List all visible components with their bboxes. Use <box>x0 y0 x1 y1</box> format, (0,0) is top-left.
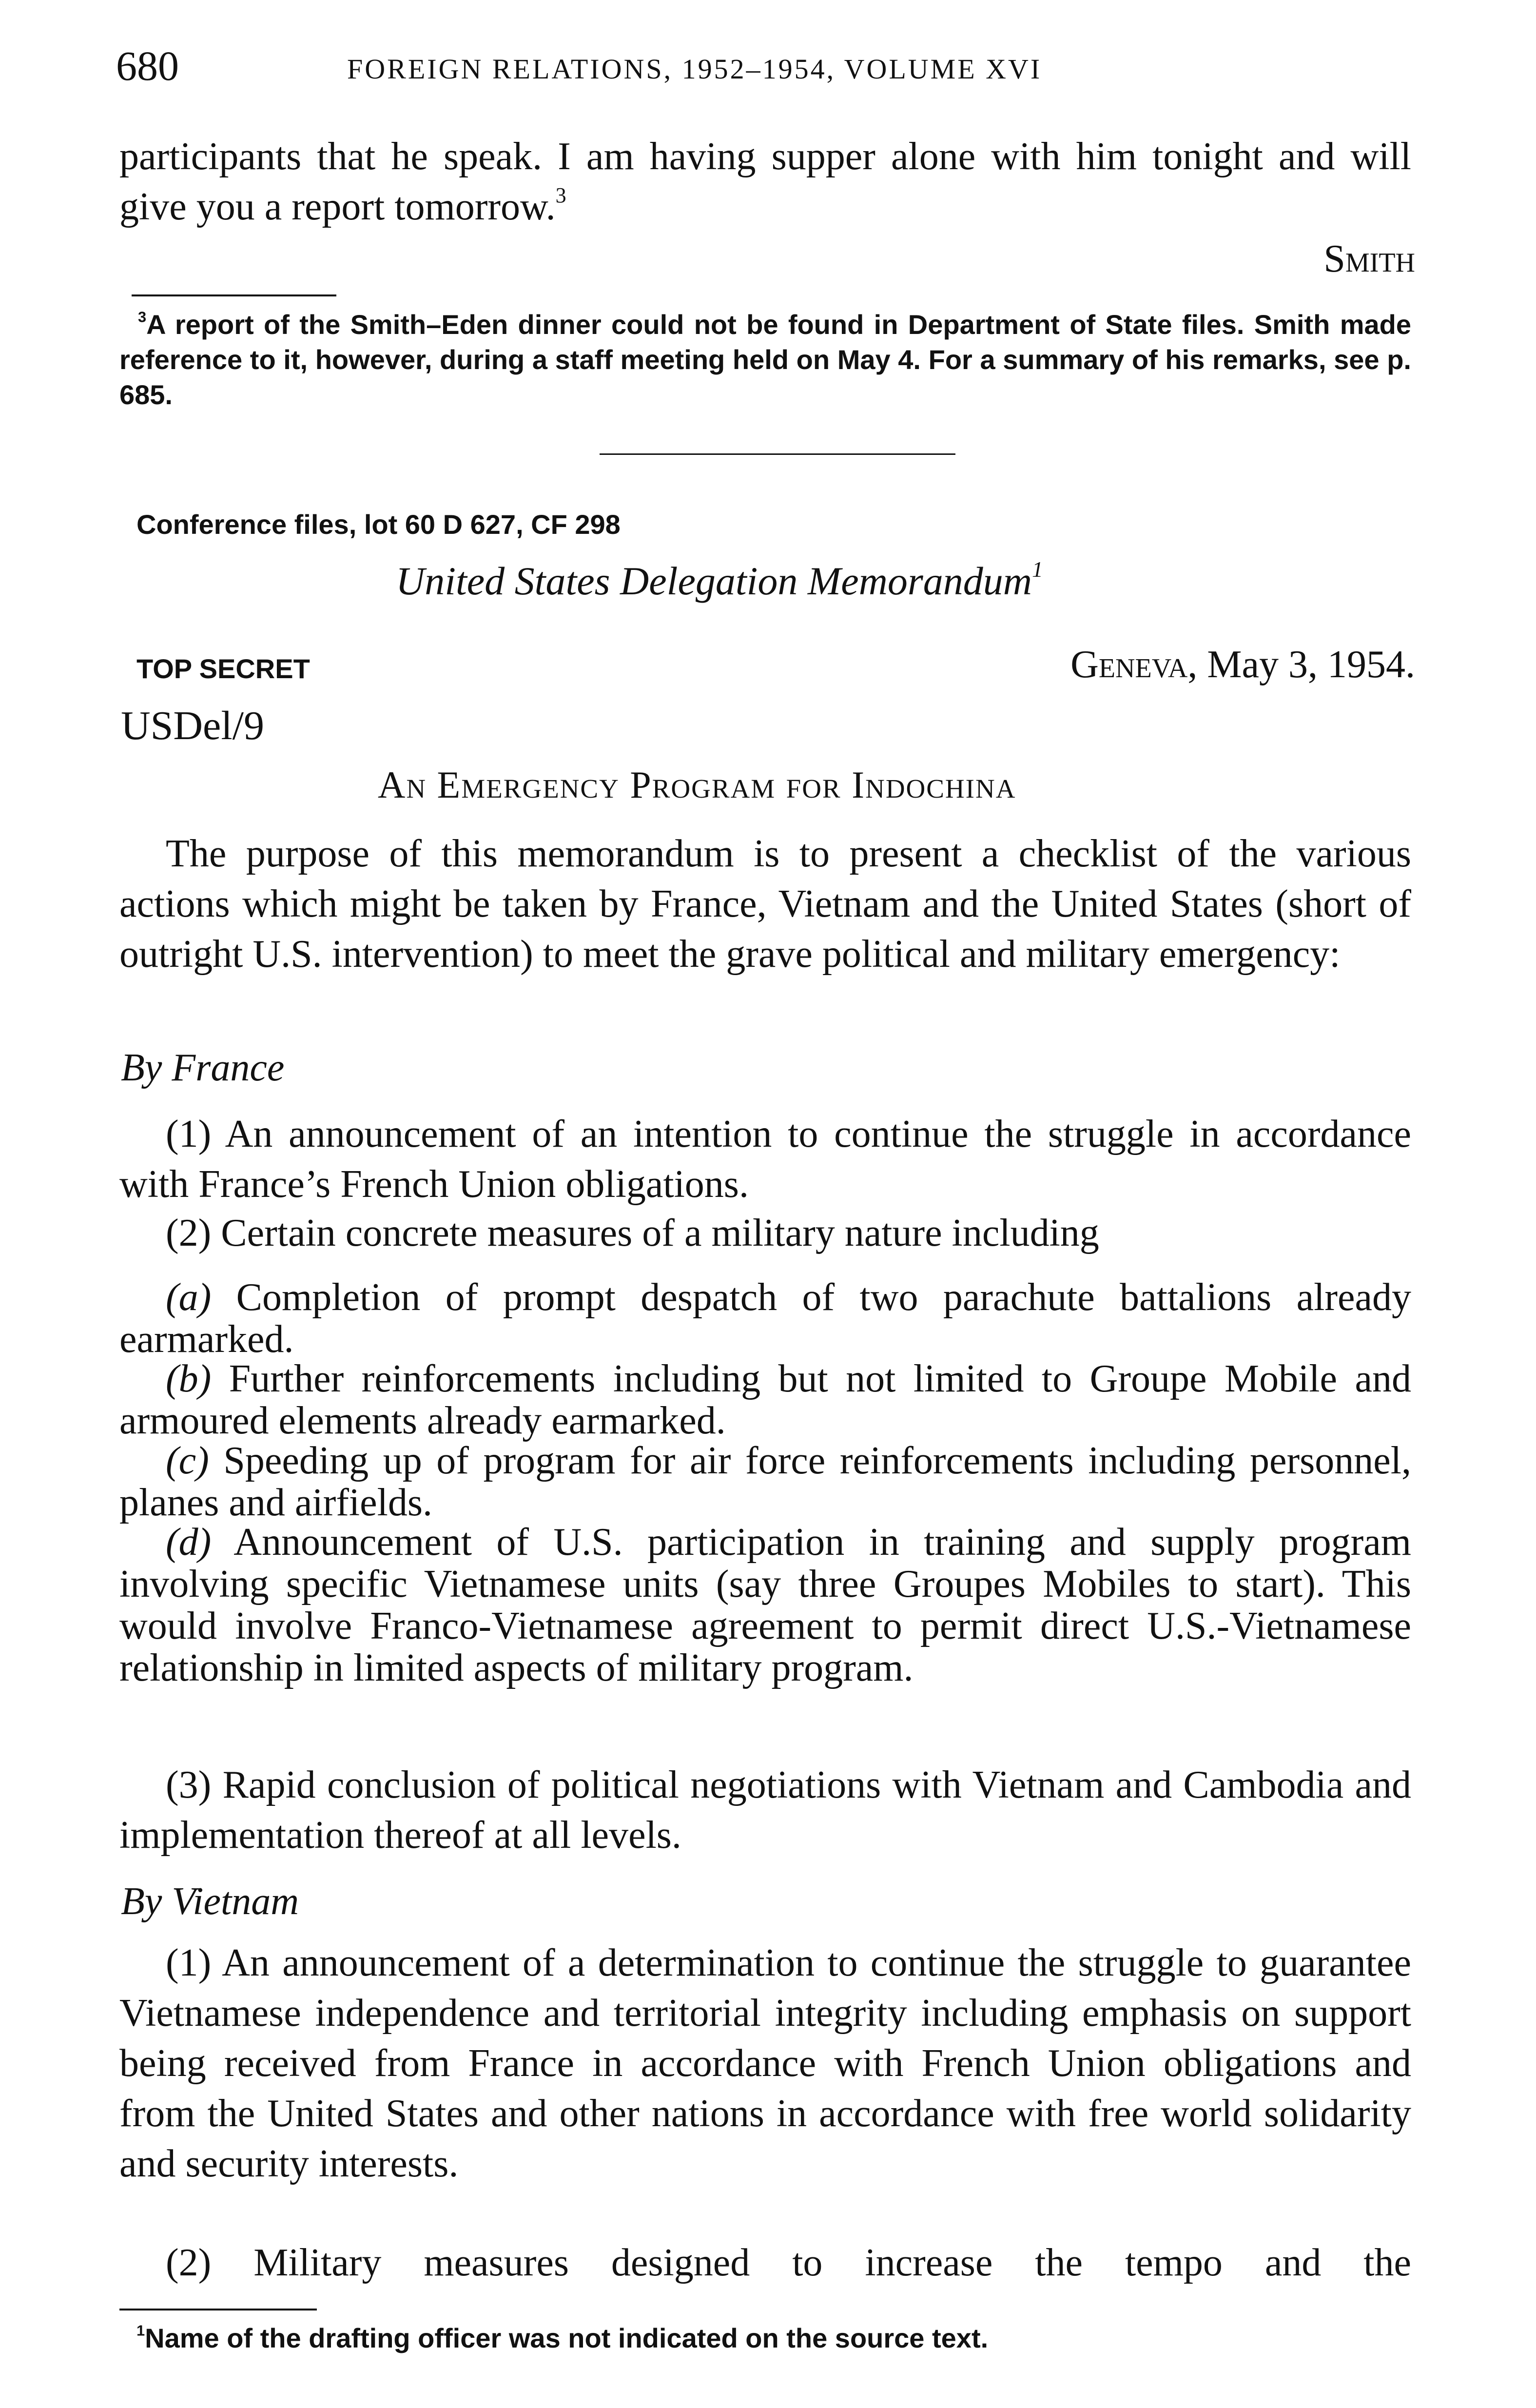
section-heading-france: By France <box>121 1046 285 1089</box>
place-date: Geneva, May 3, 1954. <box>1070 643 1415 686</box>
vietnam-item-2: (2) Military measures designed to increase the tempo and the <box>166 2241 1411 2284</box>
footnote-ref-3: 3 <box>555 183 566 207</box>
footnote-rule <box>132 294 336 296</box>
france-sub-b: (b) Further reinforcements including but not limited to Groupe Mobile and armoured elements already earmarked. <box>119 1357 1411 1442</box>
document-heading: An Emergency Program for Indochina <box>378 764 1016 806</box>
section-heading-vietnam: By Vietnam <box>121 1880 299 1923</box>
footnote-1: $^1$Name of the drafting officer was not indicated on the source text. <box>136 2322 989 2353</box>
footnote-ref-1: 1 <box>1031 557 1043 582</box>
document-separator <box>600 453 955 455</box>
classification: TOP SECRET <box>136 653 310 684</box>
france-sub-a: (a) Completion of prompt despatch of two parachute battalions already earmarked. <box>119 1276 1411 1361</box>
page-number: 680 <box>116 42 179 89</box>
document-title: United States Delegation Memorandum$^1$ <box>396 557 1043 603</box>
france-item-1: (1) An announcement of an intention to continue the struggle in accordance with France’s French Union obligations. <box>119 1113 1411 1206</box>
signature: Smith <box>1323 237 1415 280</box>
france-sub-d: (d) Announcement of U.S. participation in training and supply program involving specific Vietnamese units (say three Groupes Mobiles to start). This would involve Franco-Vietnamese agreement to permit direct U.S.-Vietnamese relationship in limited aspects of military program. <box>119 1521 1411 1689</box>
vietnam-item-1: (1) An announcement of a determination to continue the struggle to guarantee Vietnamese independence and territorial integrity including emphasis on support being received from France in accordance with French Union obligations and from the United States and other nations in accordance with free world solidarity and security interests. <box>119 1941 1411 2185</box>
document-number: USDel/9 <box>121 703 264 748</box>
france-item-2: (2) Certain concrete measures of a military nature including <box>166 1212 1099 1254</box>
footnote-rule-2 <box>119 2309 317 2310</box>
previous-doc-text: participants that he speak. I am having supper alone with him tonight and will give you a report tomorrow.$^3$ <box>119 135 1411 228</box>
intro-paragraph: The purpose of this memorandum is to present a checklist of the various actions which might be taken by France, Vietnam and the United States (short of outright U.S. intervention) to meet the grave political and military emergency: <box>119 832 1411 976</box>
footnote-3: $^3$A report of the Smith–Eden dinner could not be found in Department of State files. Smith made reference to it, however, during a staff meeting held on May 4. For a summary of his remarks, see p. 685. <box>119 308 1411 410</box>
france-sub-c: (c) Speeding up of program for air force reinforcements including personnel, planes and airfields. <box>119 1439 1411 1524</box>
source-note: Conference files, lot 60 D 627, CF 298 <box>136 509 621 540</box>
france-item-3: (3) Rapid conclusion of political negotiations with Vietnam and Cambodia and implementation thereof at all levels. <box>119 1763 1411 1857</box>
running-title: FOREIGN RELATIONS, 1952–1954, VOLUME XVI <box>347 53 1042 85</box>
